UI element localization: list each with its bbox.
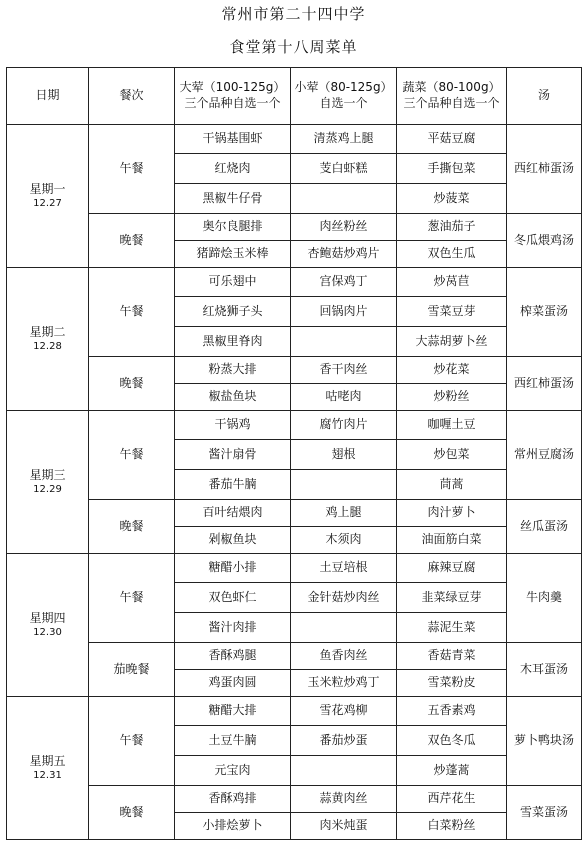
header-row: [7, 68, 582, 125]
vegetable-dish: 白菜粉丝: [397, 813, 507, 840]
vegetable-dish: 葱油茄子: [397, 214, 507, 241]
soup-dish: 萝卜鸭块汤: [507, 697, 582, 786]
header-soup: 汤: [507, 68, 582, 125]
large-meat-dish: 糖醋小排: [175, 554, 291, 583]
small-meat-dish: 宫保鸡丁: [291, 268, 397, 297]
header-large-meat-line2: 三个品种自选一个: [184, 96, 281, 110]
small-meat-dish: 鱼香肉丝: [291, 643, 397, 670]
small-meat-dish: 木须肉: [291, 527, 397, 554]
large-meat-dish: 干锅基围虾: [175, 125, 291, 154]
meal-label: 午餐: [89, 268, 175, 357]
menu-row: [7, 697, 582, 726]
large-meat-dish: 黑椒牛仔骨: [175, 184, 291, 214]
soup-dish: 木耳蛋汤: [507, 643, 582, 697]
meal-label: 茄晚餐: [89, 643, 175, 697]
day-date: 12.27: [33, 198, 62, 210]
small-meat-dish: 咕咾肉: [291, 384, 397, 411]
menu-row: [7, 411, 582, 440]
small-meat-dish: 蒜黄肉丝: [291, 786, 397, 813]
day-cell: [7, 411, 89, 554]
small-meat-dish: 肉米炖蛋: [291, 813, 397, 840]
large-meat-dish: 可乐翅中: [175, 268, 291, 297]
day-cell: [7, 125, 89, 268]
vegetable-dish: 双色生瓜: [397, 241, 507, 268]
day-name: 星期二: [29, 324, 66, 339]
vegetable-dish: 西芹花生: [397, 786, 507, 813]
vegetable-dish: 炒花菜: [397, 357, 507, 384]
soup-dish: 丝瓜蛋汤: [507, 500, 582, 554]
small-meat-dish: [291, 756, 397, 786]
menu-row: [7, 214, 582, 241]
menu-row: [7, 500, 582, 527]
small-meat-dish: 芰白虾糕: [291, 154, 397, 184]
meal-label: 晚餐: [89, 786, 175, 840]
vegetable-dish: 咖喱土豆: [397, 411, 507, 440]
vegetable-dish: 蒜泥生菜: [397, 613, 507, 643]
large-meat-dish: 红烧狮子头: [175, 297, 291, 327]
vegetable-dish: 肉汁萝卜: [397, 500, 507, 527]
header-small-meat-line2: 自选一个: [319, 96, 368, 110]
school-title: 常州市第二十四中学: [221, 5, 366, 23]
soup-dish: 西红柿蛋汤: [507, 125, 582, 214]
small-meat-dish: [291, 184, 397, 214]
vegetable-dish: 炒粉丝: [397, 384, 507, 411]
large-meat-dish: 粉蒸大排: [175, 357, 291, 384]
small-meat-dish: 香干肉丝: [291, 357, 397, 384]
header-vegetable: [397, 68, 507, 125]
day-name: 星期四: [29, 610, 66, 625]
large-meat-dish: 糖醋大排: [175, 697, 291, 726]
large-meat-dish: 剁椒鱼块: [175, 527, 291, 554]
large-meat-dish: 番茄牛腩: [175, 470, 291, 500]
small-meat-dish: 肉丝粉丝: [291, 214, 397, 241]
large-meat-dish: 酱汁扇骨: [175, 440, 291, 470]
vegetable-dish: 雪菜粉皮: [397, 670, 507, 697]
small-meat-dish: 番茄炒蛋: [291, 726, 397, 756]
soup-dish: 常州豆腐汤: [507, 411, 582, 500]
vegetable-dish: 麻辣豆腐: [397, 554, 507, 583]
small-meat-dish: 杏鲍菇炒鸡片: [291, 241, 397, 268]
large-meat-dish: 红烧肉: [175, 154, 291, 184]
large-meat-dish: 奥尔良腿排: [175, 214, 291, 241]
vegetable-dish: 香菇青菜: [397, 643, 507, 670]
large-meat-dish: 小排烩萝卜: [175, 813, 291, 840]
small-meat-dish: [291, 470, 397, 500]
day-date: 12.29: [33, 484, 62, 496]
day-date: 12.30: [33, 627, 62, 639]
day-name: 星期三: [29, 467, 66, 482]
small-meat-dish: 鸡上腿: [291, 500, 397, 527]
large-meat-dish: 百叶结煨肉: [175, 500, 291, 527]
meal-label: 午餐: [89, 125, 175, 214]
large-meat-dish: 干锅鸡: [175, 411, 291, 440]
small-meat-dish: 金针菇炒肉丝: [291, 583, 397, 613]
vegetable-dish: 茼蒿: [397, 470, 507, 500]
meal-label: 午餐: [89, 697, 175, 786]
vegetable-dish: 油面筋白菜: [397, 527, 507, 554]
day-cell: [7, 268, 89, 411]
day-cell: [7, 697, 89, 840]
small-meat-dish: 翅根: [291, 440, 397, 470]
header-date: 日期: [7, 68, 89, 125]
header-small-meat: [291, 68, 397, 125]
vegetable-dish: 炒蓬蒿: [397, 756, 507, 786]
menu-row: [7, 554, 582, 583]
large-meat-dish: 鸡蛋肉圆: [175, 670, 291, 697]
day-date: 12.31: [33, 770, 62, 782]
header-vegetable-line2: 三个品种自选一个: [403, 96, 500, 110]
large-meat-dish: 土豆牛腩: [175, 726, 291, 756]
soup-dish: 牛肉羹: [507, 554, 582, 643]
small-meat-dish: [291, 613, 397, 643]
vegetable-dish: 双色冬瓜: [397, 726, 507, 756]
small-meat-dish: 腐竹肉片: [291, 411, 397, 440]
header-meal: 餐次: [89, 68, 175, 125]
vegetable-dish: 手撕包菜: [397, 154, 507, 184]
small-meat-dish: 清蒸鸡上腿: [291, 125, 397, 154]
small-meat-dish: 雪花鸡柳: [291, 697, 397, 726]
large-meat-dish: 元宝肉: [175, 756, 291, 786]
soup-dish: 冬瓜煨鸡汤: [507, 214, 582, 268]
header-large-meat-line1: 大荤（100-125g）: [179, 80, 286, 95]
weekly-menu-table: [6, 67, 582, 840]
day-name: 星期一: [29, 181, 66, 196]
vegetable-dish: 炒菠菜: [397, 184, 507, 214]
menu-body: [7, 125, 582, 840]
menu-row: [7, 643, 582, 670]
menu-row: [7, 357, 582, 384]
vegetable-dish: 韭菜绿豆芽: [397, 583, 507, 613]
day-date: 12.28: [33, 341, 62, 353]
small-meat-dish: 玉米粒炒鸡丁: [291, 670, 397, 697]
vegetable-dish: 五香素鸡: [397, 697, 507, 726]
small-meat-dish: 回锅肉片: [291, 297, 397, 327]
header-small-meat-line1: 小荤（80-125g）: [294, 80, 393, 95]
vegetable-dish: 大蒜胡萝卜丝: [397, 327, 507, 357]
large-meat-dish: 酱汁肉排: [175, 613, 291, 643]
large-meat-dish: 双色虾仁: [175, 583, 291, 613]
menu-title: 食堂第十八周菜单: [229, 38, 358, 56]
header-vegetable-line1: 蔬菜（80-100g）: [402, 80, 501, 95]
menu-row: [7, 786, 582, 813]
day-name: 星期五: [29, 753, 66, 768]
day-cell: [7, 554, 89, 697]
meal-label: 晚餐: [89, 357, 175, 411]
vegetable-dish: 炒包菜: [397, 440, 507, 470]
large-meat-dish: 香酥鸡腿: [175, 643, 291, 670]
menu-row: [7, 268, 582, 297]
meal-label: 晚餐: [89, 500, 175, 554]
vegetable-dish: 平菇豆腐: [397, 125, 507, 154]
large-meat-dish: 猪蹄烩玉米棒: [175, 241, 291, 268]
large-meat-dish: 黑椒里脊肉: [175, 327, 291, 357]
small-meat-dish: [291, 327, 397, 357]
large-meat-dish: 椒盐鱼块: [175, 384, 291, 411]
large-meat-dish: 香酥鸡排: [175, 786, 291, 813]
meal-label: 晚餐: [89, 214, 175, 268]
soup-dish: 雪菜蛋汤: [507, 786, 582, 840]
menu-row: [7, 125, 582, 154]
small-meat-dish: 土豆培根: [291, 554, 397, 583]
vegetable-dish: 炒莴苣: [397, 268, 507, 297]
soup-dish: 西红柿蛋汤: [507, 357, 582, 411]
soup-dish: 榨菜蛋汤: [507, 268, 582, 357]
vegetable-dish: 雪菜豆芽: [397, 297, 507, 327]
meal-label: 午餐: [89, 411, 175, 500]
header-large-meat: [175, 68, 291, 125]
meal-label: 午餐: [89, 554, 175, 643]
